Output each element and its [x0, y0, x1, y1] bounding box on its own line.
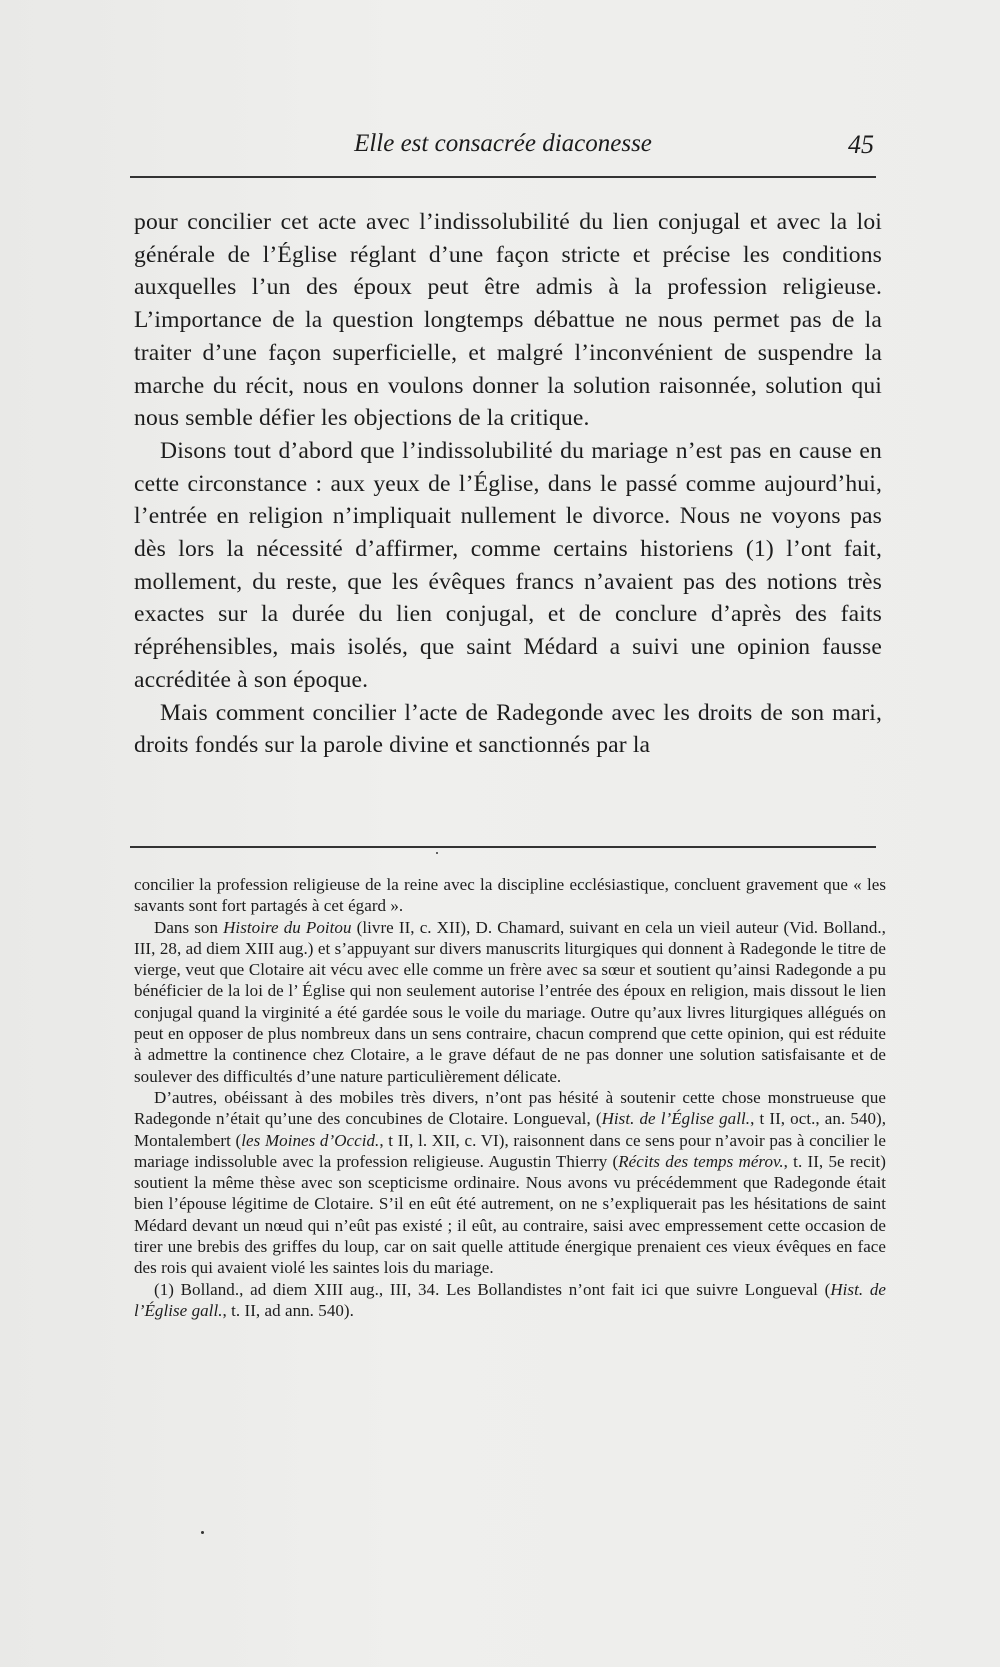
book-title: Hist. de l’Église gall.	[134, 1279, 886, 1320]
footnote-continuation	[134, 874, 886, 917]
footnote-1	[134, 1279, 886, 1322]
page-header	[130, 128, 876, 168]
footnote	[134, 917, 886, 1087]
paragraph: pour concilier cet acte avec l’indissolubilité du lien conjugal et avec la loi générale de l’Église réglant d’une façon stricte et précise les conditions auxquelles l’un des époux peut être admis à la profession religieuse. L’importance de la question longtemps débattue ne nous permet pas de la traiter d’une façon superficielle, et malgré l’inconvénient de suspendre la marche du récit, nous en voulons donner la solution raisonnée, solution qui nous semble défier les objections de la critique.	[134, 209, 882, 432]
footnote-text: Dans son	[154, 917, 224, 937]
footnotes	[134, 874, 886, 1321]
footnote-text: concilier la profession religieuse de la reine avec la discipline ecclésiastique, concluent gravement que « les savants sont fort partagés à cet égard ».	[134, 875, 886, 916]
footnote-text: , t II, l. XII, c. VI), raisonnent dans ce sens pour n’avoir pas à concilier le mariage indissoluble avec la profession religieuse. Augustin Thierry (	[134, 1130, 886, 1171]
main-text	[134, 206, 882, 762]
footnote-text: , t. II, 5e recit) soutient la même thèse avec son scepticisme ordinaire. Nous avons vu précédemment que Radegonde était bien l’épouse légitime de Clotaire. S’il en eût été autrement, on ne s’expliquerait pas les hésitations de saint Médard devant un nœud qui n’eût pas existé ; il eût, au contraire, saisi avec empressement cette occasion de tirer une brebis des griffes du loup, car on sait quelle attitude énergique prenaient ces vieux évêques en face des rois qui avaient violé les saintes lois du mariage.	[134, 1151, 886, 1278]
footnote-rule	[130, 846, 876, 848]
ink-speck	[436, 852, 438, 854]
footnote-text: , t. II, ad ann. 540).	[222, 1300, 354, 1320]
book-title: Histoire du Poitou	[223, 917, 352, 937]
footnote-text: (livre II, c. XII), D. Chamard, suivant en cela un vieil auteur (Vid. Bolland., III, 28, ad diem XIII aug.) et s’appuyant sur divers manuscrits liturgiques qui donnent à Radegonde le titre de vierge, veut que Clotaire ait vécu avec elle comme un frère avec sa sœur et soutient qu’ainsi Radegonde a pu bénéficier de la loi de l’ Église qui non seulement autorise l’entrée des époux en religion, mais dissout le lien conjugal quand la virginité a été gardée sous le voile du mariage. Outre qu’aux livres liturgiques allégués on peut en opposer de plus nombreux dans un sens contraire, chacun comprend que cette opinion, qui est réduite à admettre la continence chez Clotaire, a le grave défaut de ne pas donner une solution satisfaisante et de soulever des difficultés d’une nature particulièrement délicate.	[134, 917, 886, 1086]
paragraph: Mais comment concilier l’acte de Radegonde avec les droits de son mari, droits fondés sur la parole divine et sanctionnés par la	[134, 699, 882, 759]
header-rule	[130, 176, 876, 178]
footnote-text: (1) Bolland., ad diem XIII aug., III, 34. Les Bollandistes n’ont fait ici que suivre Longueval (	[154, 1279, 831, 1299]
running-title: Elle est consacrée diaconesse	[354, 130, 652, 157]
book-title: les Moines d’Occid.	[241, 1130, 380, 1150]
footnote-text: , t II, oct., an. 540), Montalembert (	[134, 1109, 887, 1150]
paragraph: Disons tout d’abord que l’indissolubilité du mariage n’est pas en cause en cette circonstance : aux yeux de l’Église, dans le passé comme aujourd’hui, l’entrée en religion n’impliquait nullement le divorce. Nous ne voyons pas dès lors la nécessité d’affirmer, comme certains historiens (1) l’ont fait, mollement, du reste, que les évêques francs n’avaient pas des notions très exactes sur la durée du lien conjugal, et de conclure d’après des faits répréhensibles, mais isolés, que saint Médard a suivi une opinion fausse accréditée à son époque.	[134, 437, 882, 693]
footnote-text: D’autres, obéissant à des mobiles très divers, n’ont pas hésité à soutenir cette chose monstrueuse que Radegonde n’était qu’une des concubines de Clotaire. Longueval, (	[134, 1087, 886, 1129]
book-title: Récits des temps mérov.	[618, 1151, 784, 1171]
footnote	[134, 1087, 886, 1279]
book-title: Hist. de l’Église gall.	[601, 1109, 751, 1129]
ink-speck	[201, 1531, 204, 1534]
page-number: 45	[848, 130, 874, 159]
